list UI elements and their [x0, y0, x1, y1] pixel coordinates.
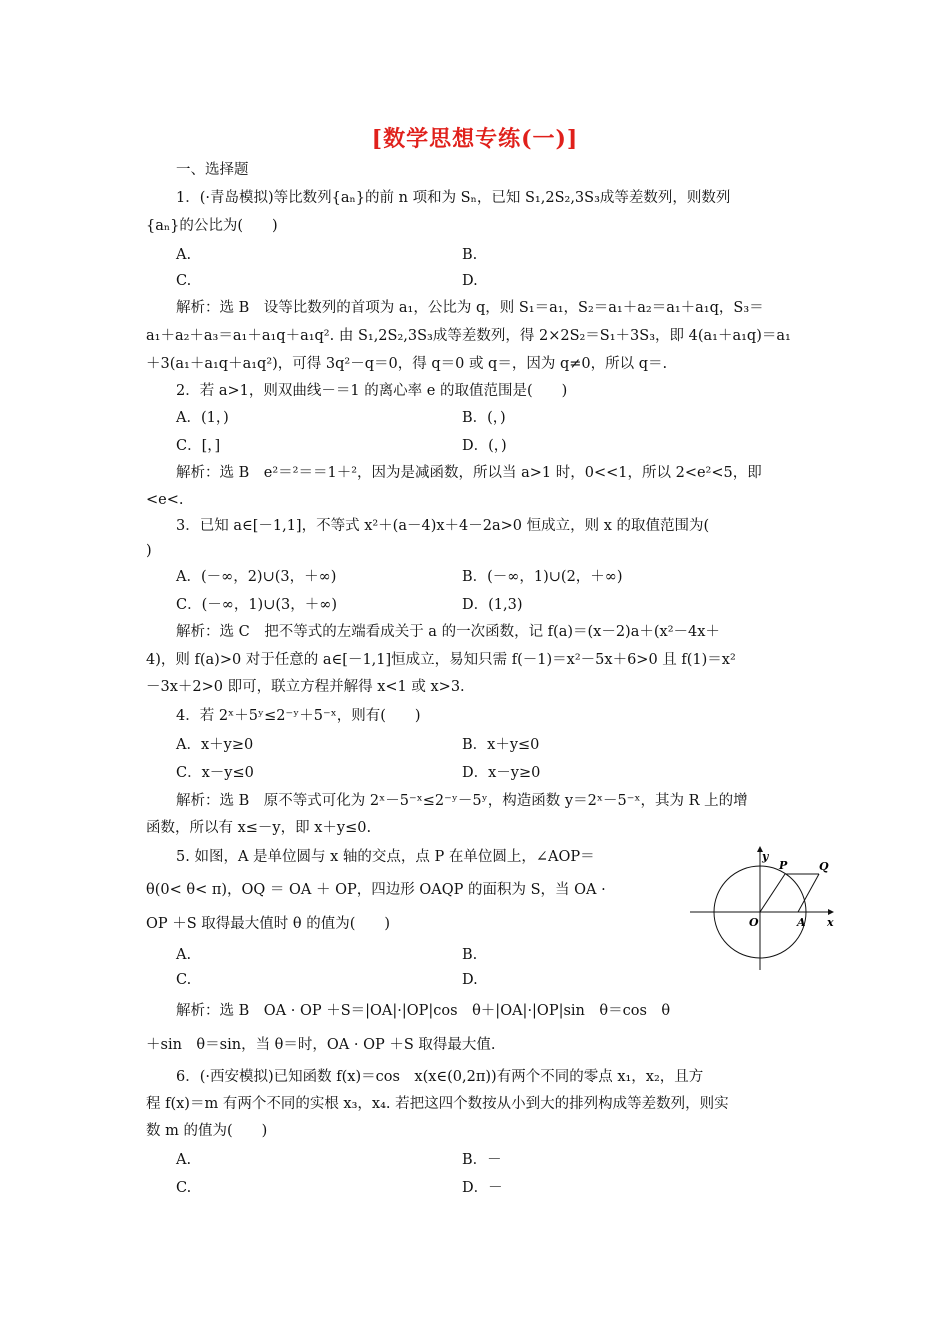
question-2-text: 2．若 a>1，则双曲线－＝1 的离心率 e 的取值范围是( ) — [176, 383, 568, 399]
question-1-solution: 解析：选 B 设等比数列的首项为 a₁，公比为 q，则 S₁＝a₁，S₂＝a₁＋a₂＝a₁＋a₁q，S₃＝ — [176, 300, 764, 316]
label-a: A — [797, 916, 806, 929]
question-1-option-a: A. — [176, 247, 192, 263]
question-3-option-b: B．(－∞，1)∪(2，＋∞) — [462, 569, 623, 585]
question-6-option-a: A. — [176, 1152, 192, 1168]
x-axis-arrow — [828, 909, 834, 915]
label-x: x — [827, 916, 834, 929]
question-4-solution: 解析：选 B 原不等式可化为 2ˣ－5⁻ˣ≤2⁻ʸ－5ʸ，构造函数 y＝2ˣ－5⁻ˣ，其为 R 上的增 — [176, 793, 748, 809]
question-3-solution: 解析：选 C 把不等式的左端看成关于 a 的一次函数，记 f(a)＝(x－2)a＋(x²－4x＋ — [176, 624, 720, 640]
label-o: O — [749, 916, 759, 929]
segment-qa — [798, 874, 819, 912]
question-2-option-a: A．(1，) — [176, 410, 229, 426]
question-1-text: 1．(·青岛模拟)等比数列{aₙ}的前 n 项和为 Sₙ，已知 S₁,2S₂,3S₃成等差数列，则数列 — [176, 190, 731, 206]
question-4-text: 4．若 2ˣ＋5ʸ≤2⁻ʸ＋5⁻ˣ，则有( ) — [176, 708, 421, 724]
question-6-option-c: C. — [176, 1180, 192, 1196]
question-3-option-d: D．(1,3) — [462, 597, 523, 613]
question-3-text: 3．已知 a∈[－1,1]，不等式 x²＋(a－4)x＋4－2a>0 恒成立，则 x 的取值范围为( — [176, 518, 710, 534]
question-4-option-a: A．x＋y≥0 — [176, 737, 254, 753]
question-3-option-c: C．(－∞，1)∪(3，＋∞) — [176, 597, 337, 613]
question-1-solution-cont: a₁＋a₂＋a₃＝a₁＋a₁q＋a₁q². 由 S₁,2S₂,3S₃成等差数列，得 2×2S₂＝S₁＋3S₃，即 4(a₁＋a₁q)＝a₁ — [146, 328, 791, 344]
question-1-option-c: C. — [176, 273, 192, 289]
question-2-option-c: C．[，] — [176, 438, 221, 454]
question-6-text-cont: 程 f(x)＝m 有两个不同的实根 x₃，x₄. 若把这四个数按从小到大的排列构成等差数列，则实 — [146, 1096, 729, 1112]
question-2-option-d: D．(，) — [462, 438, 507, 454]
question-1-option-b: B. — [462, 247, 478, 263]
question-2-solution: 解析：选 B e²＝²＝＝1＋²，因为是减函数，所以当 a>1 时，0<<1，所以 2<e²<5，即 — [176, 465, 762, 481]
question-2-solution-cont: <e<. — [146, 492, 184, 508]
segment-op — [760, 874, 785, 912]
label-y: y — [762, 850, 769, 863]
question-1-solution-cont: ＋3(a₁＋a₁q＋a₁q²)，可得 3q²－q＝0，得 q＝0 或 q＝，因为 q≠0，所以 q＝. — [146, 356, 668, 372]
label-q: Q — [819, 860, 829, 873]
question-5-option-a: A. — [176, 947, 192, 963]
question-3-text-cont: ) — [146, 543, 152, 559]
question-5-text-cont: OP ＋S 取得最大值时 θ 的值为( ) — [146, 916, 391, 932]
question-5-solution: 解析：选 B OA · OP ＋S＝|OA|·|OP|cos θ＋|OA|·|OP|sin θ＝cos θ — [176, 1003, 671, 1019]
question-5-option-b: B. — [462, 947, 478, 963]
question-5-solution-cont: ＋sin θ＝sin，当 θ＝时，OA · OP ＋S 取得最大值. — [146, 1037, 496, 1053]
label-p: P — [779, 859, 788, 872]
question-4-option-c: C．x－y≤0 — [176, 765, 254, 781]
section-heading: 一、选择题 — [176, 162, 249, 178]
question-3-option-a: A．(－∞，2)∪(3，＋∞) — [176, 569, 337, 585]
question-3-solution-cont: 4)，则 f(a)>0 对于任意的 a∈[－1,1]恒成立，易知只需 f(－1)＝x²－5x＋6>0 且 f(1)＝x² — [146, 652, 736, 668]
question-4-option-b: B．x＋y≤0 — [462, 737, 540, 753]
question-5-text-cont: θ(0< θ< π)，OQ ＝ OA ＋ OP，四边形 OAQP 的面积为 S，当 OA · — [146, 882, 606, 898]
question-6-option-d: D．－ — [462, 1180, 503, 1196]
question-3-solution-cont: －3x＋2>0 即可，联立方程并解得 x<1 或 x>3. — [146, 679, 465, 695]
question-6-text: 6．(·西安模拟)已知函数 f(x)＝cos x(x∈(0,2π))有两个不同的零点 x₁，x₂，且方 — [176, 1069, 704, 1085]
question-5-text: 5. 如图，A 是单位圆与 x 轴的交点，点 P 在单位圆上，∠AOP＝ — [176, 849, 595, 865]
unit-circle-figure — [688, 842, 838, 974]
question-1-text-cont: {aₙ}的公比为( ) — [146, 218, 278, 234]
question-5-option-d: D. — [462, 972, 478, 988]
question-2-option-b: B．(，) — [462, 410, 506, 426]
question-4-solution-cont: 函数，所以有 x≤－y，即 x＋y≤0. — [146, 820, 372, 836]
question-6-text-cont: 数 m 的值为( ) — [146, 1123, 268, 1139]
question-1-option-d: D. — [462, 273, 478, 289]
question-5-option-c: C. — [176, 972, 192, 988]
page-title: [数学思想专练(一)] — [371, 126, 579, 152]
question-6-option-b: B．－ — [462, 1152, 502, 1168]
question-4-option-d: D．x－y≥0 — [462, 765, 541, 781]
